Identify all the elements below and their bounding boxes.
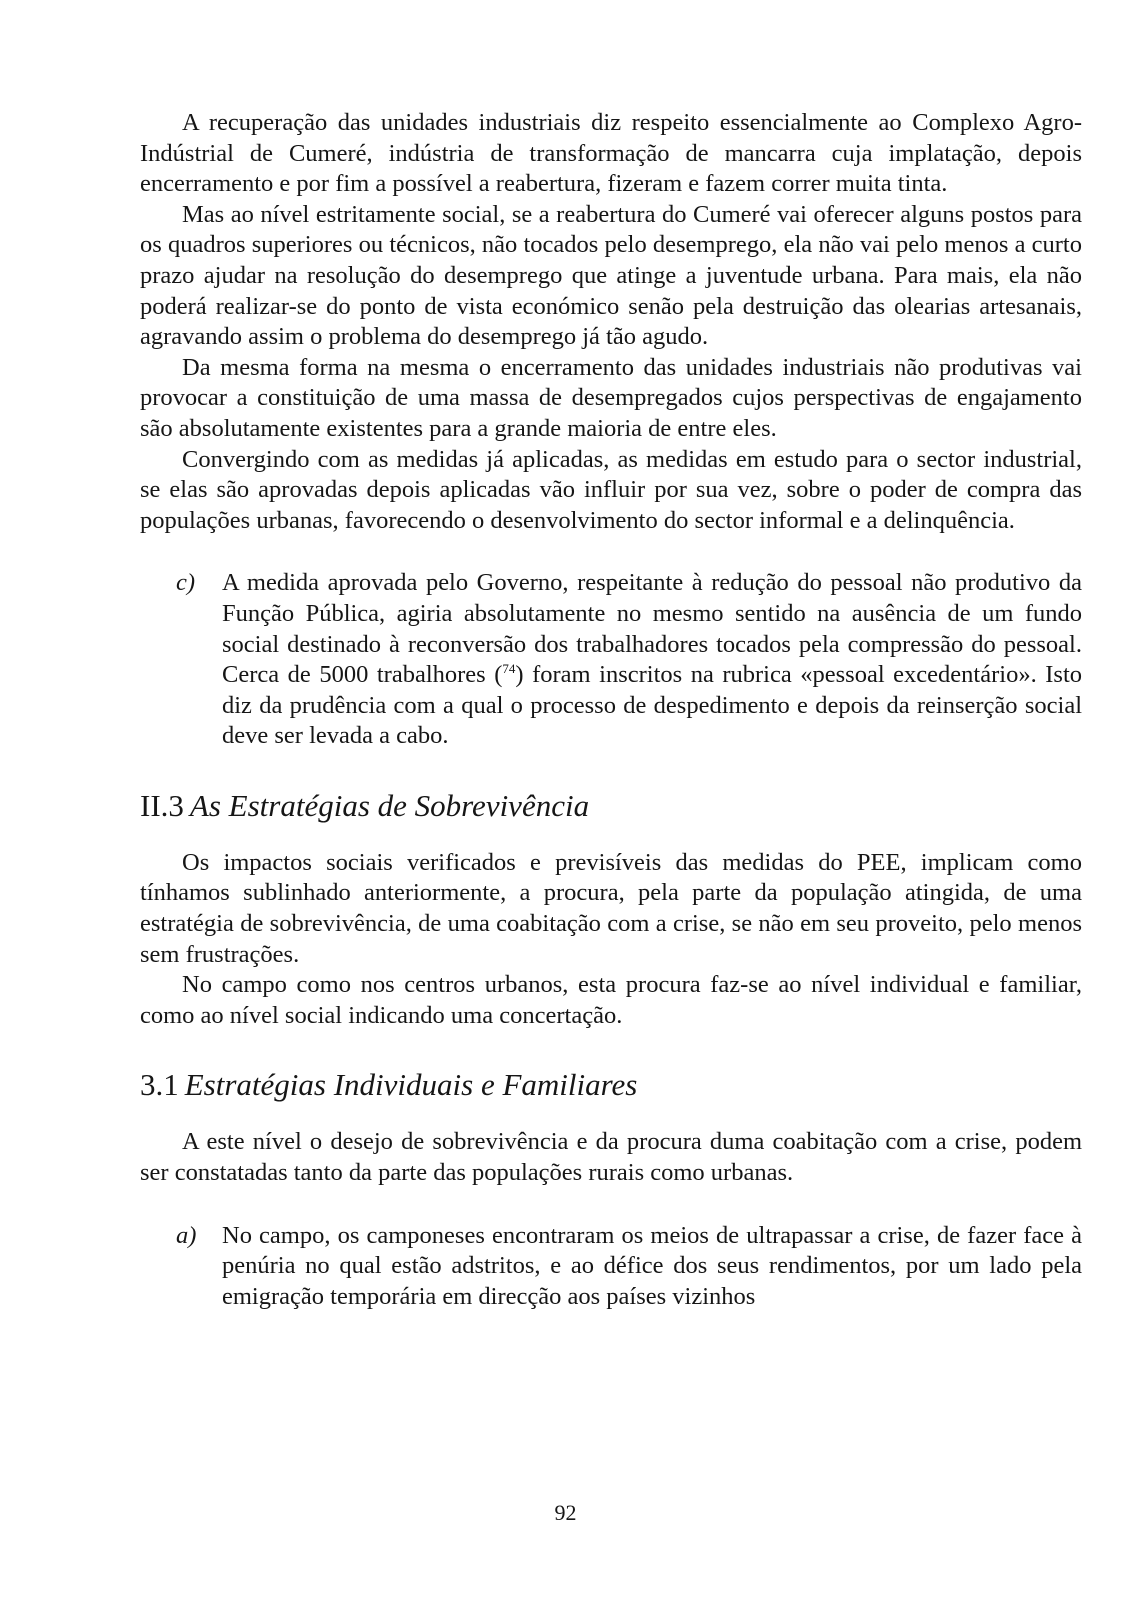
list-item-text-part-1: A medida aprovada pelo Governo, respeitante à redução do pessoal não produtivo da Função Pública, agiria absolutamente no mesmo sentido na ausência de um fundo social destinado à reconversão dos trabalhadores tocados pela compressão do pessoal. Cerca de 5000 trabalhores ( xyxy=(222,569,1082,689)
section-title: Estratégias Individuais e Familiares xyxy=(184,1067,638,1103)
section-heading-3-1 xyxy=(140,1067,1082,1103)
list-item-c xyxy=(140,568,1082,752)
section-number: II.3 xyxy=(140,787,184,823)
section-number: 3.1 xyxy=(140,1067,179,1103)
list-item-a xyxy=(140,1221,1082,1313)
list-item-text-part-2: ) foram inscritos na rubrica «pessoal excedentário». Isto diz da prudência com a qual o processo de despedimento e depois da reinserção social deve ser levada a cabo. xyxy=(222,661,1082,750)
page-number: 92 xyxy=(554,1500,577,1525)
paragraph-impactos-sociais: Os impactos sociais verificados e previsíveis das medidas do PEE, implicam como tínhamos sublinhado anteriormente, a procura, pela parte da população atingida, de uma estratégia de sobrevivência, de uma coabitação com a crise, se não em seu proveito, pelo menos sem frustrações. xyxy=(140,848,1082,968)
list-item-text: No campo, os camponeses encontraram os meios de ultrapassar a crise, de fazer face à penúria no qual estão adstritos, e ao défice dos seus rendimentos, por um lado pela emigração temporária em direcção aos países vizinhos xyxy=(222,1221,1082,1310)
page-body xyxy=(140,108,1082,1312)
list-item-letter: a) xyxy=(176,1221,197,1249)
paragraph-campo-centros-urbanos: No campo como nos centros urbanos, esta procura faz-se ao nível individual e familiar, como ao nível social indicando uma concertação. xyxy=(140,971,1082,1029)
section-title: As Estratégias de Sobrevivência xyxy=(189,787,590,823)
paragraph-encerramento-unidades: Da mesma forma na mesma o encerramento das unidades industriais não produtivas vai provocar a constituição de uma massa de desempregados cujos perspectivas de engajamento são absolutamente existentes para a grande maioria de entre eles. xyxy=(140,353,1082,442)
footnote-reference: 74 xyxy=(502,660,516,676)
paragraph-desejo-sobrevivencia: A este nível o desejo de sobrevivência e da procura duma coabitação com a crise, podem ser constatadas tanto da parte das populações rurais como urbanas. xyxy=(140,1128,1082,1187)
section-heading-ii-3 xyxy=(140,788,1082,824)
paragraph-complexo-cumere: A recuperação das unidades industriais diz respeito essencialmente ao Complexo Agro-Indústrial de Cumeré, indústria de transformação de mancarra cuja implatação, depois encerramento e por fim a possível a reabertura, fizeram e fazem correr muita tinta. xyxy=(140,109,1082,198)
paragraph-medidas-sector-industrial: Convergindo com as medidas já aplicadas, as medidas em estudo para o sector industrial, se elas são aprovadas depois aplicadas vão influir por sua vez, sobre o poder de compra das populações urbanas, favorecendo o desenvolvimento do sector informal e a delinquência. xyxy=(140,445,1082,534)
list-item-letter: c) xyxy=(176,569,196,597)
paragraph-nivel-social: Mas ao nível estritamente social, se a reabertura do Cumeré vai oferecer alguns postos para os quadros superiores ou técnicos, não tocados pelo desemprego, ela não vai pelo menos a curto prazo ajudar na resolução do desemprego que atinge a juventude urbana. Para mais, ela não poderá realizar-se do ponto de vista económico senão pela destruição das olearias artesanais, agravando assim o problema do desemprego já tão agudo. xyxy=(140,200,1082,351)
